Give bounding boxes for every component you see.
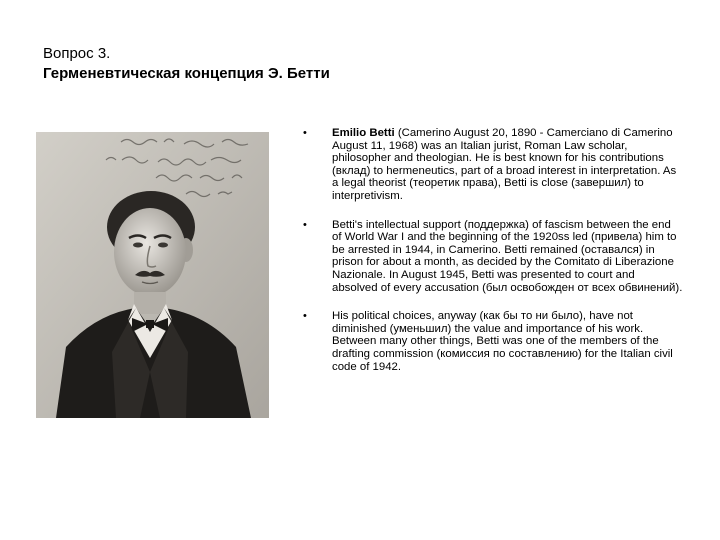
person-name: Emilio Betti	[332, 127, 395, 139]
bullet-text: His political choices, anyway (как бы то ни было), have not diminished (уменьшил) the value and importance of his work. Between many other things, Betti was one of the members of the drafting commission (комиссия по составлению) for the Italian civil code of 1942.	[332, 310, 673, 373]
question-number: Вопрос 3.	[43, 45, 111, 62]
slide-title	[43, 44, 683, 84]
bullet-text: (Camerino August 20, 1890 - Camerciano di Camerino August 11, 1968) was an Italian jurist, Roman Law scholar, philosopher and theologian. He is best known for his contributions (вклад) to hermeneutics, part of a broad interest in interpretation. As a legal theorist (теоретик права), Betti is close (завершил) to interpretivism.	[332, 127, 677, 202]
topic-title: Герменевтическая концепция Э. Бетти	[43, 65, 330, 82]
bullet-marker: •	[303, 218, 307, 231]
bullet-item	[303, 310, 683, 373]
bullet-item	[303, 219, 683, 295]
portrait-photo	[36, 132, 269, 418]
bullet-text: Betti's intellectual support (поддержка) of fascism between the end of World War I and the beginning of the 1920ss led (привела) him to be arrested in 1944, in Camerino. Betti remained (оставался) in prison for about a month, as decided by the Comitato di Liberazione Nazionale. In August 1945, Betti was presented to court and absolved of every accusation (был освобожден от всех обвинений).	[332, 218, 683, 294]
bullet-marker: •	[303, 127, 307, 139]
portrait-image	[36, 132, 269, 418]
bullet-marker: •	[303, 310, 307, 323]
bullet-list	[303, 127, 683, 389]
bullet-item	[303, 127, 683, 203]
